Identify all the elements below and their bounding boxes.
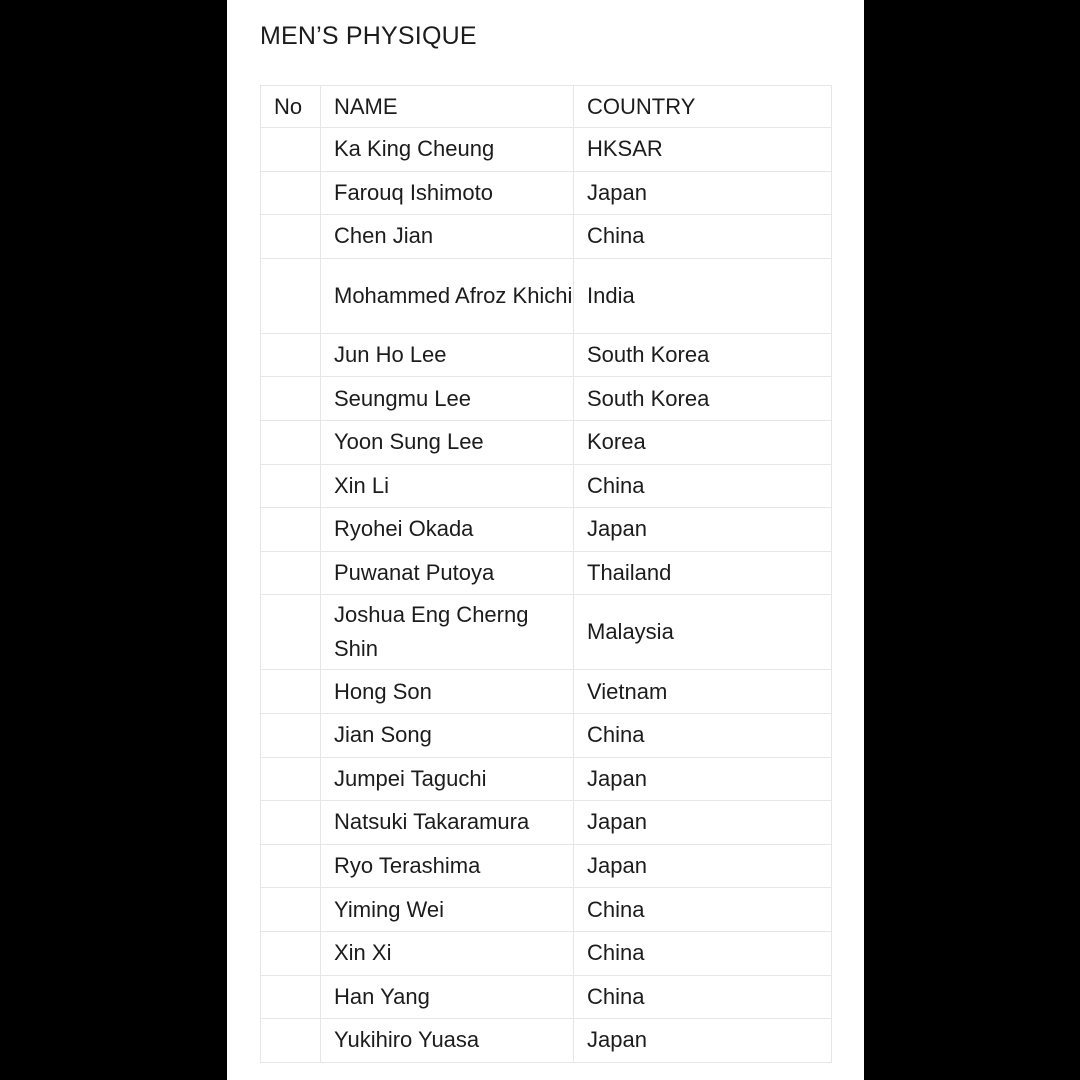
table-row <box>261 508 832 552</box>
table-row <box>261 215 832 259</box>
cell-no <box>261 931 321 975</box>
table-row <box>261 420 832 464</box>
cell-name: Xin Li <box>321 464 574 508</box>
cell-country: China <box>574 464 832 508</box>
cell-no <box>261 333 321 377</box>
cell-no <box>261 464 321 508</box>
table-row <box>261 258 832 333</box>
cell-country: China <box>574 713 832 757</box>
table-row <box>261 801 832 845</box>
cell-no <box>261 508 321 552</box>
cell-no <box>261 171 321 215</box>
table-row <box>261 171 832 215</box>
cell-no <box>261 713 321 757</box>
table-row <box>261 670 832 714</box>
cell-country: Thailand <box>574 551 832 595</box>
cell-name: Han Yang <box>321 975 574 1019</box>
table-header-row <box>261 86 832 128</box>
cell-name: Natsuki Takaramura <box>321 801 574 845</box>
table-row <box>261 713 832 757</box>
cell-country: HKSAR <box>574 128 832 172</box>
table-row <box>261 931 832 975</box>
cell-country: China <box>574 215 832 259</box>
cell-no <box>261 551 321 595</box>
cell-country: Japan <box>574 844 832 888</box>
cell-name: Jumpei Taguchi <box>321 757 574 801</box>
table-row <box>261 975 832 1019</box>
cell-name: Joshua Eng Cherng Shin <box>321 595 574 670</box>
competitor-table <box>260 85 832 1063</box>
cell-no <box>261 377 321 421</box>
table-row <box>261 844 832 888</box>
table-row <box>261 888 832 932</box>
cell-name: Jun Ho Lee <box>321 333 574 377</box>
cell-name: Farouq Ishimoto <box>321 171 574 215</box>
table-row <box>261 333 832 377</box>
table-body <box>261 128 832 1063</box>
cell-no <box>261 670 321 714</box>
document-page <box>227 0 864 1080</box>
cell-name: Jian Song <box>321 713 574 757</box>
cell-country: Vietnam <box>574 670 832 714</box>
cell-name: Seungmu Lee <box>321 377 574 421</box>
cell-name: Yoon Sung Lee <box>321 420 574 464</box>
cell-name: Chen Jian <box>321 215 574 259</box>
header-name: NAME <box>321 86 574 128</box>
cell-no <box>261 757 321 801</box>
cell-no <box>261 844 321 888</box>
header-no: No <box>261 86 321 128</box>
table-row <box>261 595 832 670</box>
cell-name: Ryohei Okada <box>321 508 574 552</box>
cell-country: Japan <box>574 1019 832 1063</box>
cell-no <box>261 595 321 670</box>
table-row <box>261 377 832 421</box>
cell-no <box>261 1019 321 1063</box>
cell-country: Japan <box>574 508 832 552</box>
cell-name: Ka King Cheung <box>321 128 574 172</box>
cell-country: Japan <box>574 171 832 215</box>
cell-country: Malaysia <box>574 595 832 670</box>
table-row <box>261 551 832 595</box>
cell-name: Ryo Terashima <box>321 844 574 888</box>
page-title: MEN’S PHYSIQUE <box>260 22 477 50</box>
cell-country: Japan <box>574 801 832 845</box>
cell-country: Japan <box>574 757 832 801</box>
header-country: COUNTRY <box>574 86 832 128</box>
cell-country: South Korea <box>574 377 832 421</box>
cell-no <box>261 258 321 333</box>
cell-name: Yiming Wei <box>321 888 574 932</box>
cell-no <box>261 420 321 464</box>
cell-country: South Korea <box>574 333 832 377</box>
cell-country: China <box>574 931 832 975</box>
cell-name: Mohammed Afroz Khichi <box>321 258 574 333</box>
table-row <box>261 464 832 508</box>
cell-no <box>261 128 321 172</box>
cell-no <box>261 975 321 1019</box>
cell-country: China <box>574 888 832 932</box>
cell-name: Yukihiro Yuasa <box>321 1019 574 1063</box>
cell-no <box>261 215 321 259</box>
cell-no <box>261 888 321 932</box>
table-row <box>261 128 832 172</box>
cell-no <box>261 801 321 845</box>
cell-country: Korea <box>574 420 832 464</box>
cell-name: Xin Xi <box>321 931 574 975</box>
cell-name: Puwanat Putoya <box>321 551 574 595</box>
table-row <box>261 1019 832 1063</box>
table-row <box>261 757 832 801</box>
cell-name: Hong Son <box>321 670 574 714</box>
cell-country: India <box>574 258 832 333</box>
cell-country: China <box>574 975 832 1019</box>
